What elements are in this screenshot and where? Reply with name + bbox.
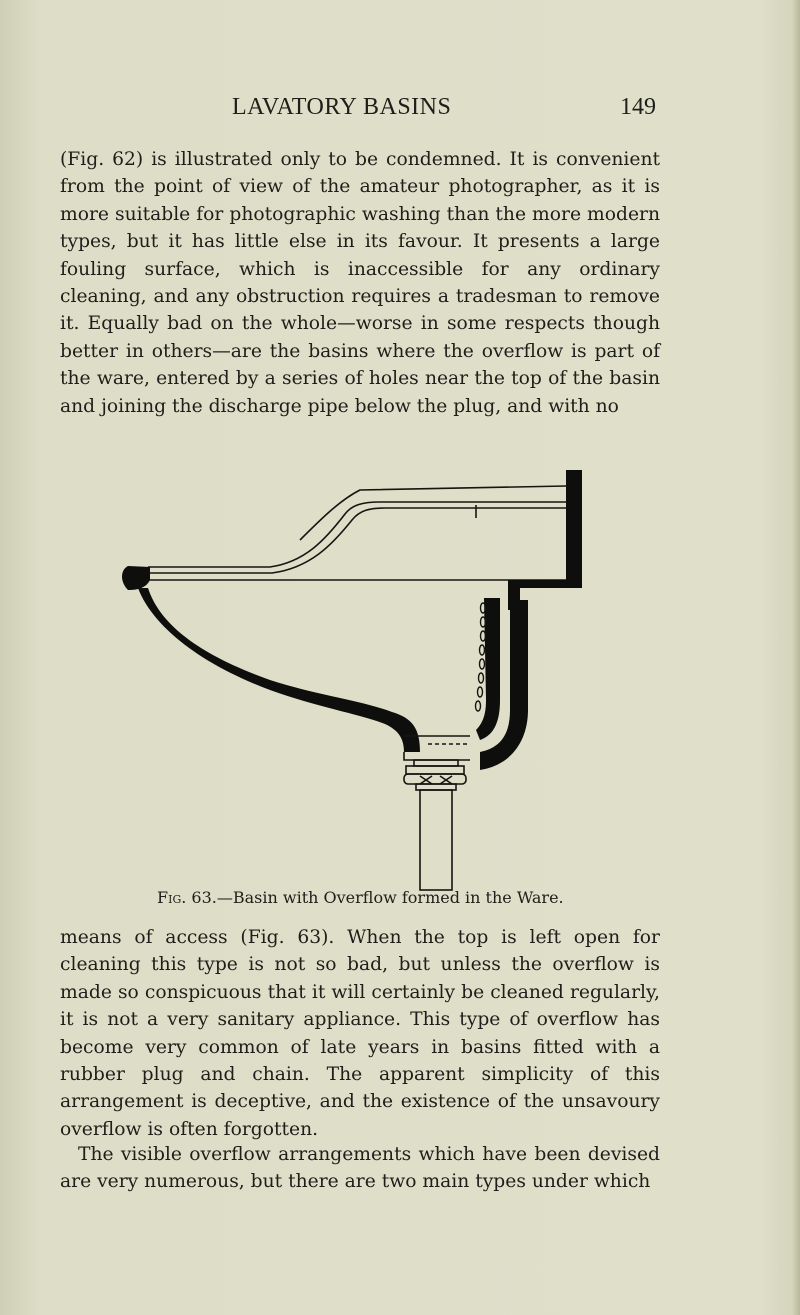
- paragraph-top: (Fig. 62) is illustrated only to be condemned. It is convenient from the point of view of the amateur photographer, as it is more suitable for photographic washing than the more modern types, but it has little else in its favour. It presents a large fouling surface, which is inaccessible for any ordinary cleaning, and any obstruction requires a tradesman to remove it. Equally bad on the whole—worse in some respects though better in others—are the basins where the overflow is part of the ware, entered by a series of holes near the top of the basin and joining the discharge pipe below the plug, and with no: [60, 149, 660, 417]
- overflow-holes: [476, 603, 486, 711]
- paragraph-bottom: means of access (Fig. 63). When the top is left open for cleaning this type is not so bad, but unless the overflow is made so conspicuous that it will certainly be cleaned regularly, it is not a very sanitary appliance. This type of overflow has become very common of late years in basins fitted with a rubber plug and chain. The apparent simplicity of this arrangement is deceptive, and the existence of the unsavoury overflow is often forgotten.: [60, 927, 660, 1140]
- basin-bowl-wall: [138, 588, 420, 752]
- rim-line: [148, 502, 568, 567]
- basin-drawing: [148, 486, 568, 580]
- overflow-channel-inner: [476, 598, 500, 740]
- figure-caption: [157, 888, 637, 907]
- basin-right-wall: [508, 470, 582, 610]
- rim-line: [300, 486, 566, 540]
- rim-line: [148, 508, 566, 573]
- figure-caption-text: —Basin with Overflow formed in the Ware.: [216, 888, 564, 907]
- running-title: LAVATORY BASINS: [232, 94, 452, 120]
- page-number: 149: [620, 94, 656, 120]
- basin-rim-left: [122, 566, 150, 590]
- basin-overflow-illustration: [110, 458, 600, 898]
- figure-label: Fig. 63.: [157, 888, 217, 907]
- waste-outlet: [404, 736, 470, 890]
- paragraph-last: The visible overflow arrangements which have been devised are very numerous, but there are two main types under which: [60, 1144, 660, 1193]
- page-edge: [792, 0, 800, 1315]
- page-header: [0, 94, 800, 124]
